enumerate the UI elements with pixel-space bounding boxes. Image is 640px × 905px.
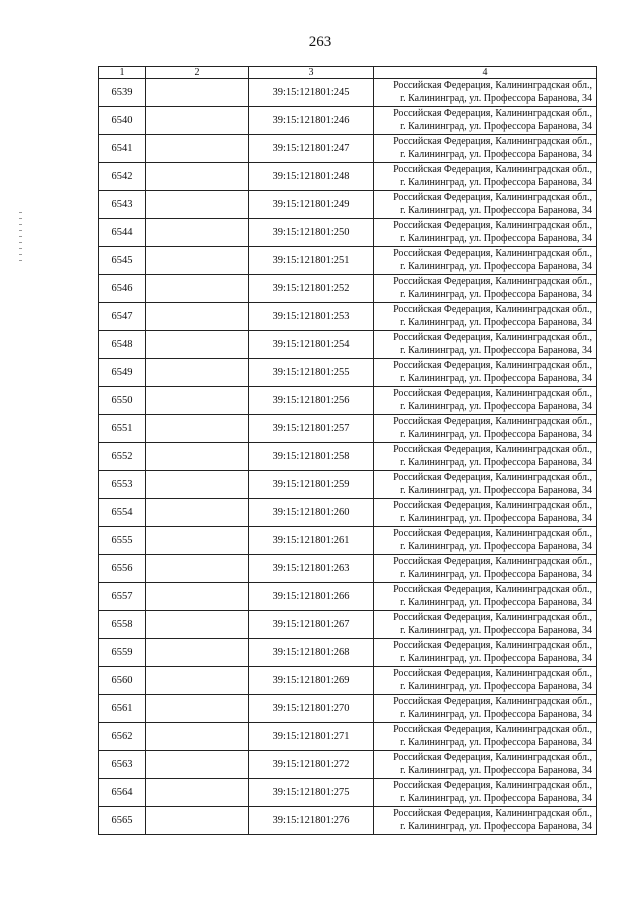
address-line-1: Российская Федерация, Калининградская обл., <box>393 108 592 119</box>
row-number-cell: 6546 <box>99 275 146 303</box>
address-line-1: Российская Федерация, Калининградская обл., <box>393 388 592 399</box>
row-number-cell: 6550 <box>99 387 146 415</box>
column-2-cell <box>146 247 249 275</box>
address-line-1: Российская Федерация, Калининградская обл., <box>393 528 592 539</box>
address-cell <box>374 471 597 499</box>
column-2-cell <box>146 275 249 303</box>
row-number-cell: 6562 <box>99 723 146 751</box>
address-cell <box>374 639 597 667</box>
address-line-1: Российская Федерация, Калининградская обл., <box>393 696 592 707</box>
address-line-2: г. Калининград, ул. Профессора Баранова, 34 <box>400 484 592 496</box>
address-line-1: Российская Федерация, Калининградская обл., <box>393 360 592 371</box>
table-row <box>99 415 597 443</box>
address-cell <box>374 443 597 471</box>
column-2-cell <box>146 163 249 191</box>
table-row <box>99 387 597 415</box>
row-number-cell: 6554 <box>99 499 146 527</box>
address-cell <box>374 555 597 583</box>
cadastral-number-cell: 39:15:121801:268 <box>249 639 374 667</box>
table-row <box>99 723 597 751</box>
column-2-cell <box>146 219 249 247</box>
table-row <box>99 695 597 723</box>
column-2-cell <box>146 527 249 555</box>
address-cell <box>374 779 597 807</box>
address-cell <box>374 527 597 555</box>
table-row <box>99 807 597 835</box>
table-row <box>99 527 597 555</box>
table-row <box>99 247 597 275</box>
cadastral-number-cell: 39:15:121801:255 <box>249 359 374 387</box>
address-cell <box>374 583 597 611</box>
address-line-1: Российская Федерация, Калининградская обл., <box>393 304 592 315</box>
address-line-1: Российская Федерация, Калининградская обл., <box>393 668 592 679</box>
cadastral-number-cell: 39:15:121801:276 <box>249 807 374 835</box>
address-line-1: Российская Федерация, Калининградская обл., <box>393 332 592 343</box>
address-line-2: г. Калининград, ул. Профессора Баранова, 34 <box>400 512 592 524</box>
address-cell <box>374 387 597 415</box>
table-row <box>99 471 597 499</box>
row-number-cell: 6553 <box>99 471 146 499</box>
address-line-2: г. Калининград, ул. Профессора Баранова, 34 <box>400 736 592 748</box>
address-line-2: г. Калининград, ул. Профессора Баранова, 34 <box>400 456 592 468</box>
address-cell <box>374 79 597 107</box>
column-2-cell <box>146 359 249 387</box>
column-2-cell <box>146 555 249 583</box>
column-2-cell <box>146 751 249 779</box>
table-row <box>99 359 597 387</box>
row-number-cell: 6547 <box>99 303 146 331</box>
column-2-cell <box>146 583 249 611</box>
table-row <box>99 751 597 779</box>
row-number-cell: 6564 <box>99 779 146 807</box>
address-line-2: г. Калининград, ул. Профессора Баранова, 34 <box>400 540 592 552</box>
row-number-cell: 6556 <box>99 555 146 583</box>
cadastral-number-cell: 39:15:121801:249 <box>249 191 374 219</box>
address-cell <box>374 219 597 247</box>
address-cell <box>374 751 597 779</box>
row-number-cell: 6542 <box>99 163 146 191</box>
cadastral-number-cell: 39:15:121801:260 <box>249 499 374 527</box>
address-line-1: Российская Федерация, Калининградская обл., <box>393 220 592 231</box>
address-cell <box>374 415 597 443</box>
address-line-1: Российская Федерация, Калининградская обл., <box>393 192 592 203</box>
address-line-1: Российская Федерация, Калининградская обл., <box>393 780 592 791</box>
table-row <box>99 611 597 639</box>
address-line-1: Российская Федерация, Калининградская обл., <box>393 500 592 511</box>
column-2-cell <box>146 331 249 359</box>
column-header-row <box>99 67 597 79</box>
column-2-cell <box>146 387 249 415</box>
column-2-cell <box>146 79 249 107</box>
address-line-1: Российская Федерация, Калининградская обл., <box>393 444 592 455</box>
cadastral-number-cell: 39:15:121801:257 <box>249 415 374 443</box>
address-cell <box>374 107 597 135</box>
address-line-1: Российская Федерация, Калининградская обл., <box>393 248 592 259</box>
column-2-cell <box>146 807 249 835</box>
address-line-2: г. Калининград, ул. Профессора Баранова, 34 <box>400 764 592 776</box>
address-cell <box>374 191 597 219</box>
address-cell <box>374 723 597 751</box>
column-2-cell <box>146 499 249 527</box>
column-2-cell <box>146 107 249 135</box>
cadastral-number-cell: 39:15:121801:245 <box>249 79 374 107</box>
column-2-cell <box>146 191 249 219</box>
address-line-2: г. Калининград, ул. Профессора Баранова, 34 <box>400 120 592 132</box>
cadastral-number-cell: 39:15:121801:252 <box>249 275 374 303</box>
row-number-cell: 6541 <box>99 135 146 163</box>
row-number-cell: 6555 <box>99 527 146 555</box>
column-2-cell <box>146 695 249 723</box>
row-number-cell: 6539 <box>99 79 146 107</box>
cadastral-number-cell: 39:15:121801:254 <box>249 331 374 359</box>
row-number-cell: 6549 <box>99 359 146 387</box>
address-line-2: г. Калининград, ул. Профессора Баранова, 34 <box>400 400 592 412</box>
address-line-1: Российская Федерация, Калининградская обл., <box>393 472 592 483</box>
page-number: 263 <box>308 34 332 50</box>
address-line-2: г. Калининград, ул. Профессора Баранова, 34 <box>400 176 592 188</box>
table-row <box>99 191 597 219</box>
row-number-cell: 6561 <box>99 695 146 723</box>
address-line-1: Российская Федерация, Калининградская обл., <box>393 640 592 651</box>
cadastral-number-cell: 39:15:121801:246 <box>249 107 374 135</box>
registry-table <box>98 66 597 835</box>
table-row <box>99 499 597 527</box>
address-line-2: г. Калининград, ул. Профессора Баранова, 34 <box>400 652 592 664</box>
cadastral-number-cell: 39:15:121801:256 <box>249 387 374 415</box>
address-cell <box>374 163 597 191</box>
table-row <box>99 779 597 807</box>
cadastral-number-cell: 39:15:121801:250 <box>249 219 374 247</box>
row-number-cell: 6560 <box>99 667 146 695</box>
column-header-2: 2 <box>146 67 249 79</box>
address-cell <box>374 247 597 275</box>
address-cell <box>374 135 597 163</box>
row-number-cell: 6557 <box>99 583 146 611</box>
address-line-2: г. Калининград, ул. Профессора Баранова, 34 <box>400 92 592 104</box>
table-row <box>99 135 597 163</box>
address-line-2: г. Калининград, ул. Профессора Баранова, 34 <box>400 260 592 272</box>
row-number-cell: 6563 <box>99 751 146 779</box>
column-2-cell <box>146 443 249 471</box>
address-line-1: Российская Федерация, Калининградская обл., <box>393 416 592 427</box>
table-row <box>99 667 597 695</box>
row-number-cell: 6543 <box>99 191 146 219</box>
address-line-2: г. Калининград, ул. Профессора Баранова, 34 <box>400 204 592 216</box>
address-line-1: Российская Федерация, Калининградская обл., <box>393 80 592 91</box>
address-line-1: Российская Федерация, Калининградская обл., <box>393 164 592 175</box>
column-header-1: 1 <box>99 67 146 79</box>
address-cell <box>374 695 597 723</box>
cadastral-number-cell: 39:15:121801:275 <box>249 779 374 807</box>
margin-marks <box>19 212 23 272</box>
row-number-cell: 6552 <box>99 443 146 471</box>
address-line-2: г. Калининград, ул. Профессора Баранова, 34 <box>400 792 592 804</box>
address-line-2: г. Калининград, ул. Профессора Баранова, 34 <box>400 428 592 440</box>
cadastral-number-cell: 39:15:121801:271 <box>249 723 374 751</box>
address-line-2: г. Калининград, ул. Профессора Баранова, 34 <box>400 680 592 692</box>
cadastral-number-cell: 39:15:121801:261 <box>249 527 374 555</box>
address-cell <box>374 667 597 695</box>
cadastral-number-cell: 39:15:121801:248 <box>249 163 374 191</box>
table-row <box>99 639 597 667</box>
address-line-1: Российская Федерация, Калининградская обл., <box>393 136 592 147</box>
table-row <box>99 219 597 247</box>
address-line-1: Российская Федерация, Калининградская обл., <box>393 584 592 595</box>
address-cell <box>374 275 597 303</box>
row-number-cell: 6558 <box>99 611 146 639</box>
row-number-cell: 6551 <box>99 415 146 443</box>
table-row <box>99 163 597 191</box>
cadastral-number-cell: 39:15:121801:247 <box>249 135 374 163</box>
row-number-cell: 6545 <box>99 247 146 275</box>
address-cell <box>374 303 597 331</box>
cadastral-number-cell: 39:15:121801:269 <box>249 667 374 695</box>
cadastral-number-cell: 39:15:121801:270 <box>249 695 374 723</box>
address-line-1: Российская Федерация, Калининградская обл., <box>393 724 592 735</box>
row-number-cell: 6559 <box>99 639 146 667</box>
address-line-2: г. Калининград, ул. Профессора Баранова, 34 <box>400 820 592 832</box>
address-line-2: г. Калининград, ул. Профессора Баранова, 34 <box>400 596 592 608</box>
table-row <box>99 331 597 359</box>
address-line-2: г. Калининград, ул. Профессора Баранова, 34 <box>400 372 592 384</box>
cadastral-number-cell: 39:15:121801:272 <box>249 751 374 779</box>
address-line-2: г. Калининград, ул. Профессора Баранова, 34 <box>400 624 592 636</box>
address-line-2: г. Калининград, ул. Профессора Баранова, 34 <box>400 232 592 244</box>
address-line-2: г. Калининград, ул. Профессора Баранова, 34 <box>400 708 592 720</box>
column-2-cell <box>146 611 249 639</box>
cadastral-number-cell: 39:15:121801:258 <box>249 443 374 471</box>
address-cell <box>374 359 597 387</box>
table-row <box>99 443 597 471</box>
row-number-cell: 6565 <box>99 807 146 835</box>
address-cell <box>374 807 597 835</box>
address-line-1: Российская Федерация, Калининградская обл., <box>393 556 592 567</box>
column-2-cell <box>146 723 249 751</box>
row-number-cell: 6548 <box>99 331 146 359</box>
address-line-2: г. Калининград, ул. Профессора Баранова, 34 <box>400 316 592 328</box>
address-cell <box>374 331 597 359</box>
column-2-cell <box>146 303 249 331</box>
table-body <box>99 67 597 835</box>
column-2-cell <box>146 779 249 807</box>
column-2-cell <box>146 639 249 667</box>
table-row <box>99 275 597 303</box>
address-line-1: Российская Федерация, Калининградская обл., <box>393 612 592 623</box>
address-line-2: г. Калининград, ул. Профессора Баранова, 34 <box>400 148 592 160</box>
cadastral-number-cell: 39:15:121801:266 <box>249 583 374 611</box>
address-line-2: г. Калининград, ул. Профессора Баранова, 34 <box>400 344 592 356</box>
table-row <box>99 107 597 135</box>
row-number-cell: 6544 <box>99 219 146 247</box>
column-2-cell <box>146 415 249 443</box>
table-row <box>99 79 597 107</box>
column-2-cell <box>146 667 249 695</box>
address-line-1: Российская Федерация, Калининградская обл., <box>393 276 592 287</box>
cadastral-number-cell: 39:15:121801:253 <box>249 303 374 331</box>
column-header-3: 3 <box>249 67 374 79</box>
table-row <box>99 555 597 583</box>
cadastral-number-cell: 39:15:121801:267 <box>249 611 374 639</box>
address-line-2: г. Калининград, ул. Профессора Баранова, 34 <box>400 288 592 300</box>
table-row <box>99 303 597 331</box>
cadastral-number-cell: 39:15:121801:251 <box>249 247 374 275</box>
address-cell <box>374 499 597 527</box>
cadastral-number-cell: 39:15:121801:259 <box>249 471 374 499</box>
column-2-cell <box>146 135 249 163</box>
cadastral-number-cell: 39:15:121801:263 <box>249 555 374 583</box>
column-2-cell <box>146 471 249 499</box>
address-line-2: г. Калининград, ул. Профессора Баранова, 34 <box>400 568 592 580</box>
address-line-1: Российская Федерация, Калининградская обл., <box>393 808 592 819</box>
table-row <box>99 583 597 611</box>
column-header-4: 4 <box>374 67 597 79</box>
address-cell <box>374 611 597 639</box>
address-line-1: Российская Федерация, Калининградская обл., <box>393 752 592 763</box>
row-number-cell: 6540 <box>99 107 146 135</box>
